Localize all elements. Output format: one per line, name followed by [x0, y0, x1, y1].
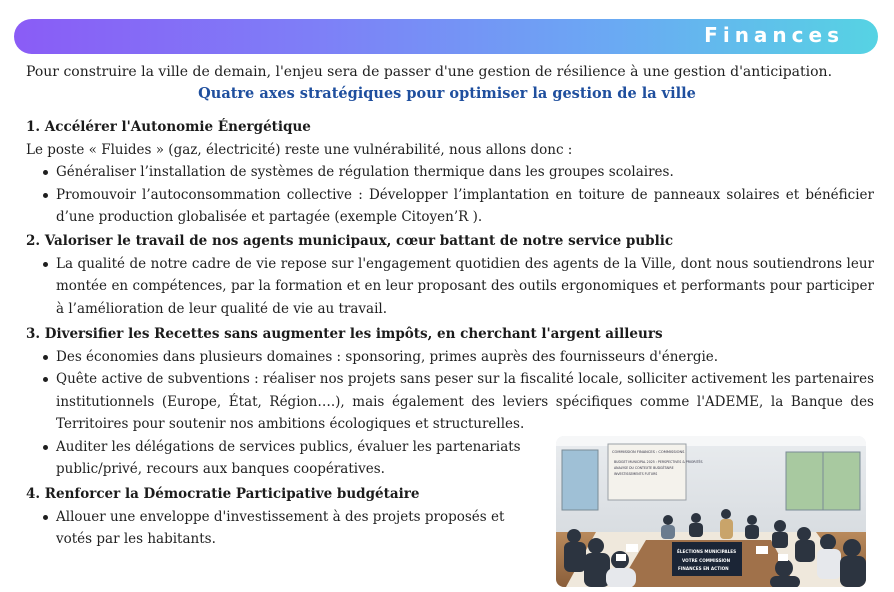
list-item: Des économies dans plusieurs domaines : sponsoring, primes auprès des fournisseurs d'énergie. [26, 346, 874, 369]
svg-text:VOTRE COMMISSION: VOTRE COMMISSION [682, 558, 731, 563]
list-item: La qualité de notre cadre de vie repose sur l'engagement quotidien des agents de la Ville, dont nous soutiendrons leur montée en compétences, par la formation et en leur proposant des outils ergonomiques et performants pour participer à l’amélioration de leur qualité de vie au travail. [26, 253, 874, 321]
list-item: Allouer une enveloppe d'investissement à des projets proposés et votés par les habitants. [26, 506, 526, 551]
section-heading: 1. Accélérer l'Autonomie Énergétique [26, 119, 311, 135]
svg-text:BUDGET MUNICIPAL 2025 : PERSPE: BUDGET MUNICIPAL 2025 : PERSPECTIVES & PRIORITÉS [614, 460, 703, 464]
section-2 [26, 230, 874, 320]
svg-text:COMMISSION FINANCES : COMMISSI: COMMISSION FINANCES : COMMISSIONS [612, 450, 685, 454]
header-banner [14, 19, 878, 54]
section-heading: 4. Renforcer la Démocratie Participative budgétaire [26, 486, 420, 502]
intro-text: Pour construire la ville de demain, l'enjeu sera de passer d'une gestion de résilience à une gestion d'anticipation. [26, 64, 833, 80]
svg-text:FINANCES EN ACTION: FINANCES EN ACTION [678, 566, 729, 571]
svg-text:ÉLECTIONS MUNICIPALES: ÉLECTIONS MUNICIPALES [677, 549, 737, 554]
section-paragraph: Le poste « Fluides » (gaz, électricité) reste une vulnérabilité, nous allons donc : [26, 141, 573, 158]
svg-text:INVESTISSEMENTS FUTURS: INVESTISSEMENTS FUTURS [614, 472, 658, 476]
section-heading: 3. Diversifier les Recettes sans augmenter les impôts, en cherchant l'argent ailleurs [26, 326, 663, 342]
list-item: Promouvoir l’autoconsommation collective : Développer l’implantation en toiture de panneaux solaires et bénéficier d’une production globalisée et partagée (exemple Citoyen’R ). [26, 184, 874, 229]
section-4 [26, 483, 526, 551]
meeting-illustration [556, 436, 866, 587]
list-item: Auditer les délégations de services publics, évaluer les partenariats public/privé, recours aux banques coopératives. [26, 436, 526, 481]
list-item: Généraliser l’installation de systèmes de régulation thermique dans les groupes scolaires. [26, 161, 874, 184]
council-meeting-photo [556, 436, 866, 587]
list-item: Quête active de subventions : réaliser nos projets sans peser sur la fiscalité locale, solliciter activement les partenaires institutionnels (Europe, État, Région….), mais également des leviers spécifiques comme l'ADEME, la Banque des Territoires pour soutenir nos ambitions écologiques et structurelles. [26, 368, 874, 436]
section-1 [26, 116, 874, 229]
section-heading: 2. Valoriser le travail de nos agents municipaux, cœur battant de notre service public [26, 233, 674, 249]
svg-text:ANALYSE DU CONTEXTE BUDGÉTAIRE: ANALYSE DU CONTEXTE BUDGÉTAIRE [614, 466, 674, 470]
page-title: Finances [704, 23, 844, 47]
section-subtitle: Quatre axes stratégiques pour optimiser la gestion de la ville [198, 85, 696, 102]
